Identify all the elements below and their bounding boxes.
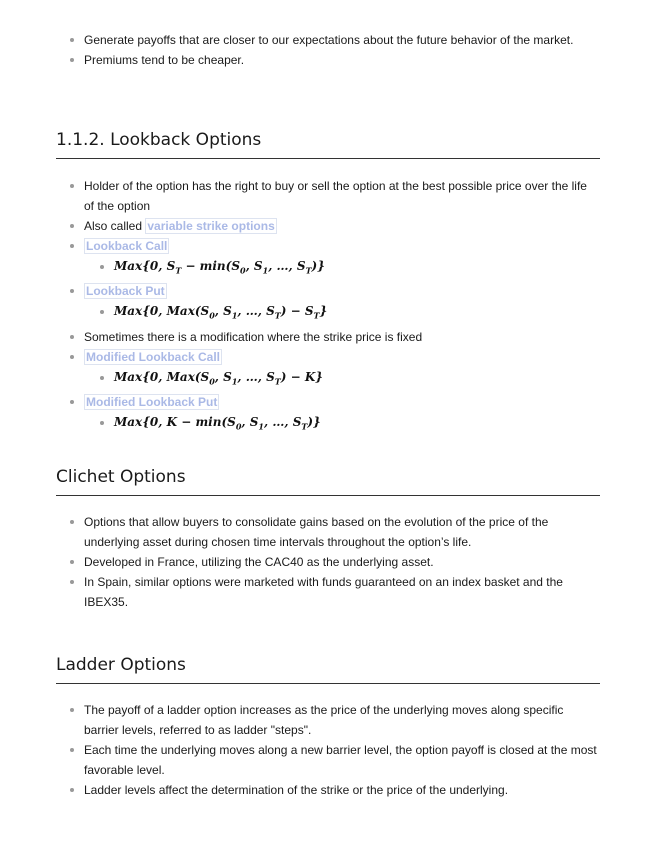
ladder-list [56, 700, 600, 800]
formula-item [84, 256, 600, 281]
lookback-call-sublist [84, 256, 600, 281]
formula-item [84, 367, 600, 392]
lookback-call-formula: Max{0, $S_T - \min(S_0$, $S_1$, …, $S_T$)} [114, 259, 325, 276]
list-item: Each time the underlying moves along a new barrier level, the option payoff is closed at the most favorable level. [56, 740, 600, 780]
list-item: Ladder levels affect the determination of the strike or the price of the underlying. [56, 780, 600, 800]
section-heading-ladder: Ladder Options [56, 655, 600, 684]
modified-call-formula: Max{0, $Max(S_0$, $S_1$, …, $S_T) - K$} [114, 369, 323, 387]
modified-lookback-call-link[interactable]: Modified Lookback Call [86, 349, 221, 364]
list-item [56, 347, 600, 392]
clichet-list [56, 512, 600, 612]
lookback-section [56, 130, 600, 438]
section-heading-lookback: 1.1.2. Lookback Options [56, 130, 600, 159]
formula-item [84, 412, 600, 437]
list-item: In Spain, similar options were marketed with funds guaranteed on an index basket and the IBEX35. [56, 572, 600, 612]
modified-put-sublist [84, 412, 600, 437]
list-item: Sometimes there is a modification where the strike price is fixed [56, 327, 600, 347]
also-called-text: Also called [84, 219, 146, 233]
list-item [56, 216, 600, 236]
lookback-put-formula: Max{0, $Max(S_0$, $S_1$, …, $S_T) - S_T$} [114, 304, 328, 321]
list-item: Premiums tend to be cheaper. [56, 50, 600, 70]
lookback-put-link[interactable]: Lookback Put [86, 284, 165, 299]
clichet-section [56, 467, 600, 612]
modified-put-formula: Max{0, $K - \min(S_0$, $S_1$, …, $S_T$)} [114, 415, 321, 432]
modified-lookback-put-link[interactable]: Modified Lookback Put [86, 395, 218, 410]
formula-item [84, 301, 600, 326]
list-item [56, 281, 600, 326]
variable-strike-options-link[interactable]: variable strike options [147, 219, 275, 233]
list-item: Developed in France, utilizing the CAC40 as the underlying asset. [56, 552, 600, 572]
intro-list [56, 30, 600, 70]
lookback-list [56, 176, 600, 438]
list-item [56, 236, 600, 281]
intro-section [56, 30, 600, 70]
list-item [56, 392, 600, 437]
modified-call-sublist [84, 367, 600, 392]
lookback-put-sublist [84, 301, 600, 326]
lookback-call-link[interactable]: Lookback Call [86, 239, 168, 253]
ladder-section [56, 655, 600, 800]
list-item: The payoff of a ladder option increases as the price of the underlying moves along specific barrier levels, referred to as ladder "steps". [56, 700, 600, 740]
section-heading-clichet: Clichet Options [56, 467, 600, 496]
list-item: Generate payoffs that are closer to our expectations about the future behavior of the market. [56, 30, 600, 50]
list-item: Options that allow buyers to consolidate gains based on the evolution of the price of the underlying asset during chosen time intervals throughout the option’s life. [56, 512, 600, 552]
list-item: Holder of the option has the right to buy or sell the option at the best possible price over the life of the option [56, 176, 600, 216]
